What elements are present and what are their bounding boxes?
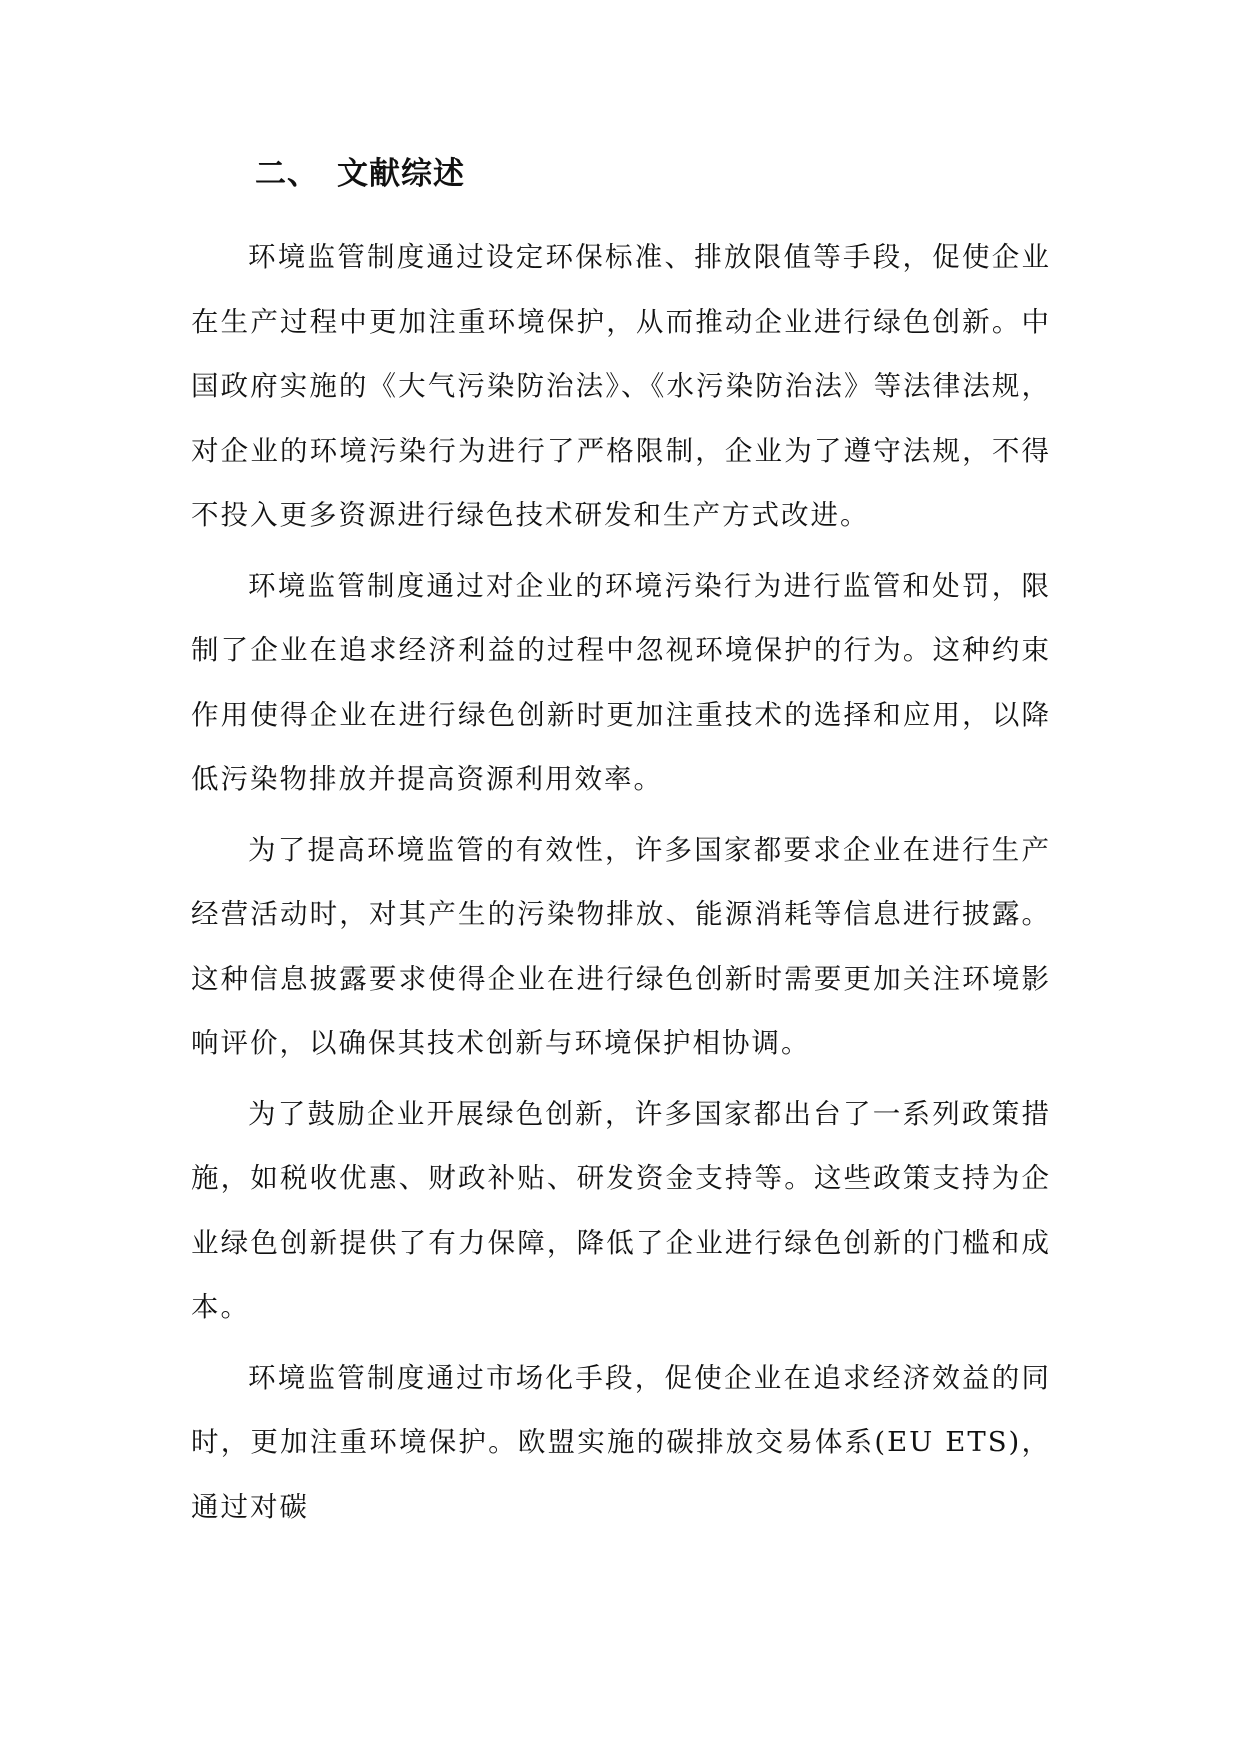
paragraph-2: 环境监管制度通过对企业的环境污染行为进行监管和处罚，限制了企业在追求经济利益的过程中忽视环境保护的行为。这种约束作用使得企业在进行绿色创新时更加注重技术的选择和应用，以降低污染物排放并提高资源利用效率。 [191,569,1051,795]
paragraph-1: 环境监管制度通过设定环保标准、排放限值等手段，促使企业在生产过程中更加注重环境保护，从而推动企业进行绿色创新。中国政府实施的《大气污染防治法》、《水污染防治法》等法律法规，对企业的环境污染行为进行了严格限制，企业为了遵守法规，不得不投入更多资源进行绿色技术研发和生产方式改进。 [191,241,1051,531]
paragraph-4: 为了鼓励企业开展绿色创新，许多国家都出台了一系列政策措施，如税收优惠、财政补贴、研发资金支持等。这些政策支持为企业绿色创新提供了有力保障，降低了企业进行绿色创新的门槛和成本。 [191,1097,1051,1323]
section-heading [255,148,465,200]
body-text [191,225,1051,1539]
paragraph-5: 环境监管制度通过市场化手段，促使企业在追求经济效益的同时，更加注重环境保护。欧盟实施的碳排放交易体系(EU ETS)，通过对碳 [191,1361,1051,1523]
section-number: 二、 [255,156,319,192]
paragraph-3: 为了提高环境监管的有效性，许多国家都要求企业在进行生产经营活动时，对其产生的污染物排放、能源消耗等信息进行披露。这种信息披露要求使得企业在进行绿色创新时需要更加关注环境影响评价，以确保其技术创新与环境保护相协调。 [191,833,1051,1059]
section-title: 文献综述 [337,156,465,192]
